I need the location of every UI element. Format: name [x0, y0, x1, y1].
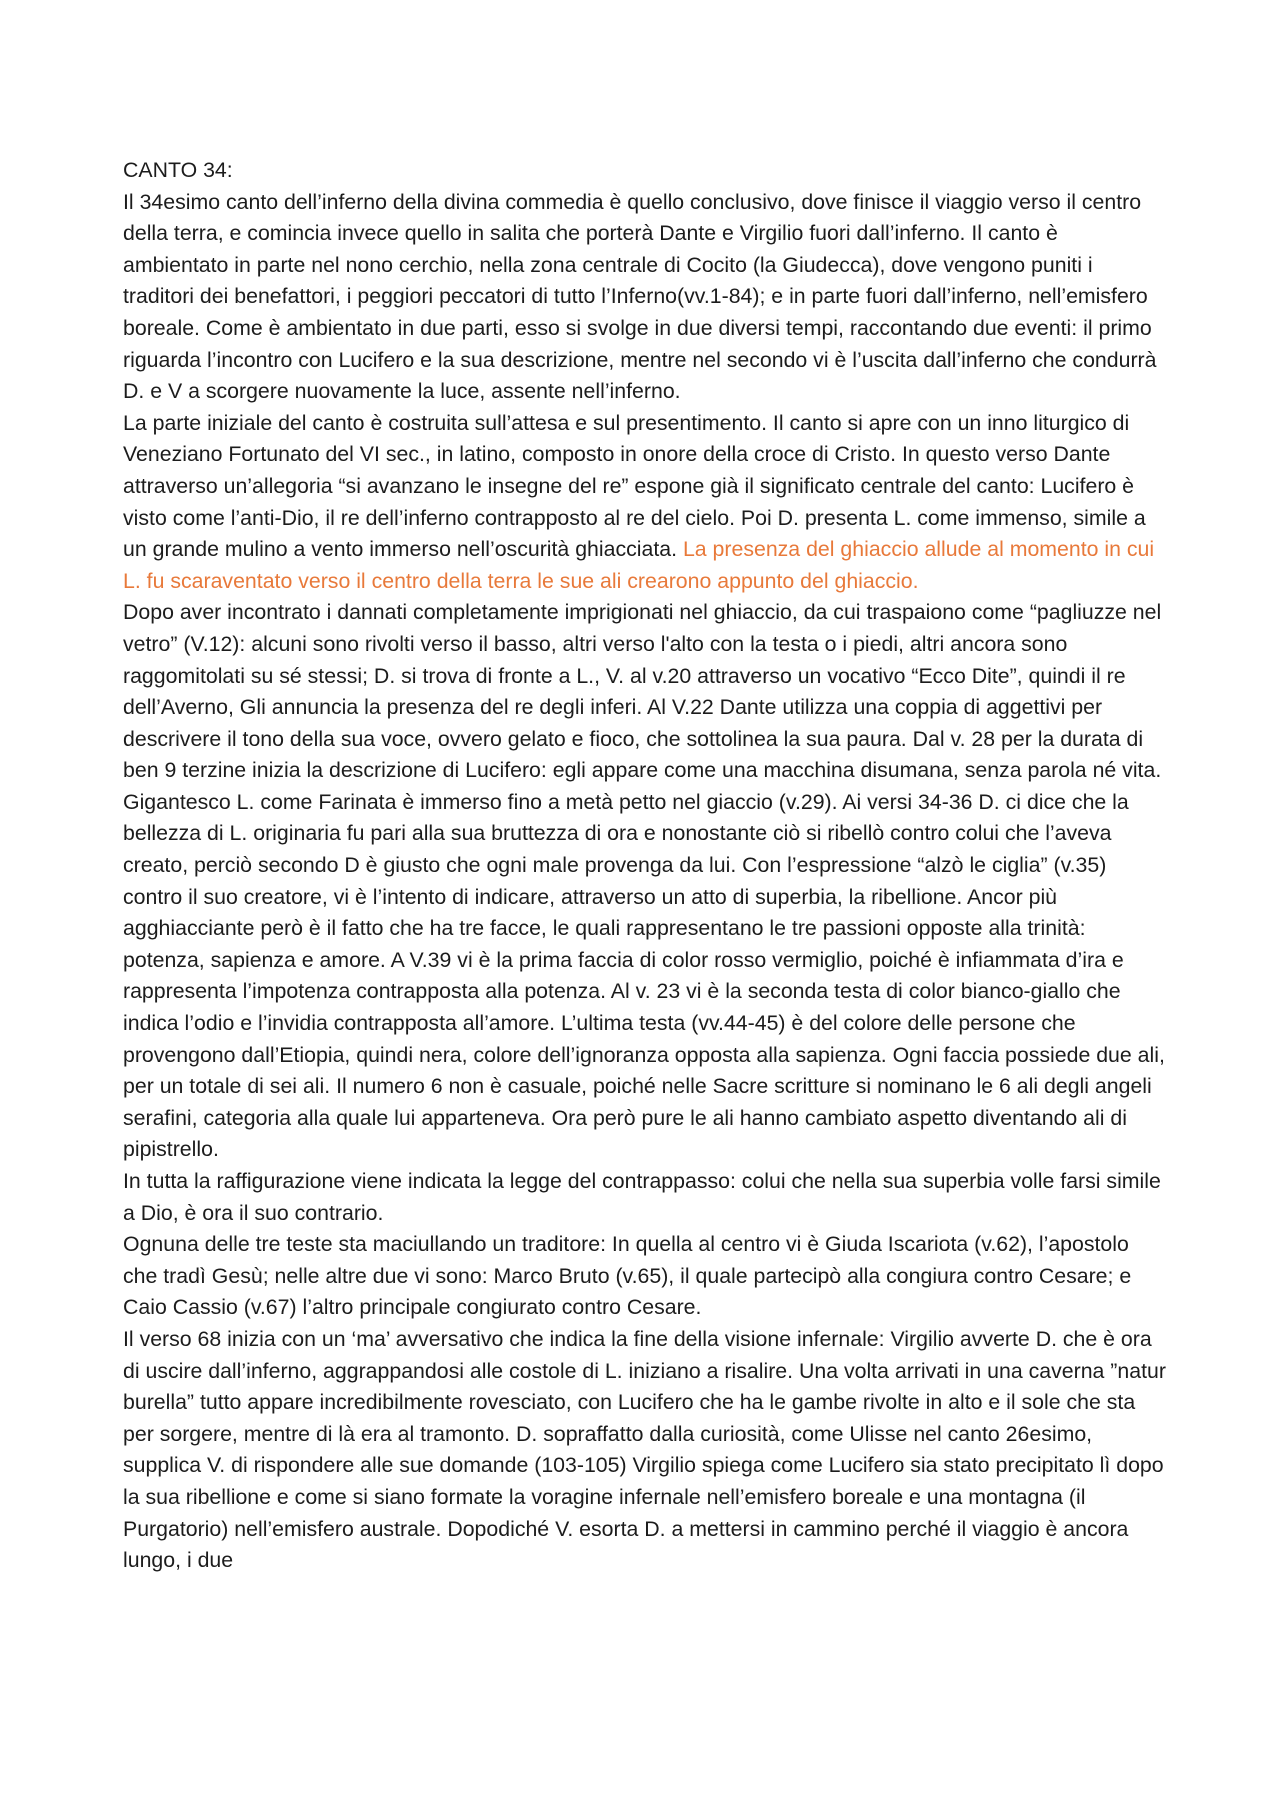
document-body	[123, 155, 1168, 1577]
canto-heading: CANTO 34:	[123, 158, 233, 182]
paragraph-opening	[123, 408, 1168, 598]
paragraph-contrappasso: In tutta la raffigurazione viene indicata la legge del contrappasso: colui che nella sua superbia volle farsi simile a Dio, è ora il suo contrario.	[123, 1169, 1161, 1225]
paragraph-traitors: Ognuna delle tre teste sta maciullando un traditore: In quella al centro vi è Giuda Iscariota (v.62), l’apostolo che tradì Gesù; nelle altre due vi sono: Marco Bruto (v.65), il quale partecipò alla congiura contro Cesare; e Caio Cassio (v.67) l’altro principale congiurato contro Cesare.	[123, 1232, 1132, 1320]
highlighted-sentence: La presenza del ghiaccio allude al momento in cui L. fu scaraventato verso il centro della terra le sue ali crearono appunto del ghiaccio.	[123, 537, 1155, 593]
paragraph-lucifer-description: Dopo aver incontrato i dannati completamente imprigionati nel ghiaccio, da cui traspaiono come “pagliuzze nel vetro” (V.12): alcuni sono rivolti verso il basso, altri verso l'alto con la testa o i piedi, altri ancora sono raggomitolati su sé stessi; D. si trova di fronte a L., V. al v.20 attraverso un vocativo “Ecco Dite”, quindi il re dell’Averno, Gli annuncia la presenza del re degli inferi. Al V.22 Dante utilizza una coppia di aggettivi per descrivere il tono della sua voce, ovvero gelato e fioco, che sottolinea la sua paura. Dal v. 28 per la durata di ben 9 terzine inizia la descrizione di Lucifero: egli appare come una macchina disumana, senza parola né vita. Gigantesco L. come Farinata è immerso fino a metà petto nel giaccio (v.29). Ai versi 34-36 D. ci dice che la bellezza di L. originaria fu pari alla sua bruttezza di ora e nonostante ciò si ribellò contro colui che l’aveva creato, perciò secondo D è giusto che ogni male provenga da lui. Con l’espressione “alzò le ciglia” (v.35) contro il suo creatore, vi è l’intento di indicare, attraverso un atto di superbia, la ribellione. Ancor più agghiacciante però è il fatto che ha tre facce, le quali rappresentano le tre passioni opposte alla trinità: potenza, sapienza e amore. A V.39 vi è la prima faccia di color rosso vermiglio, poiché è infiammata d’ira e rappresenta l’impotenza contrapposta alla potenza. Al v. 23 vi è la seconda testa di color bianco-giallo che indica l’odio e l’invidia contrapposta all’amore. L’ultima testa (vv.44-45) è del colore delle persone che provengono dall’Etiopia, quindi nera, colore dell’ignoranza opposta alla sapienza. Ogni faccia possiede due ali, per un totale di sei ali. Il numero 6 non è casuale, poiché nelle Sacre scritture si nominano le 6 ali degli angeli serafini, categoria alla quale lui apparteneva. Ora però pure le ali hanno cambiato aspetto diventando ali di pipistrello.	[123, 600, 1165, 1162]
paragraph-exit: Il verso 68 inizia con un ‘ma’ avversativo che indica la fine della visione infernale: Virgilio avverte D. che è ora di uscire dall’inferno, aggrappandosi alle costole di L. iniziano a risalire. Una volta arrivati in una caverna ”natur burella” tutto appare incredibilmente rovesciato, con Lucifero che ha le gambe rivolte in alto e il sole che sta per sorgere, mentre di là era al tramonto. D. sopraffatto dalla curiosità, come Ulisse nel canto 26esimo, supplica V. di rispondere alle sue domande (103-105) Virgilio spiega come Lucifero sia stato precipitato lì dopo la sua ribellione e come si siano formate la voragine infernale nell’emisfero boreale e una montagna (il Purgatorio) nell’emisfero australe. Dopodiché V. esorta D. a mettersi in cammino perché il viaggio è ancora lungo, i due	[123, 1326, 1166, 1573]
paragraph-intro: Il 34esimo canto dell’inferno della divina commedia è quello conclusivo, dove finisce il viaggio verso il centro della terra, e comincia invece quello in salita che porterà Dante e Virgilio fuori dall’inferno. Il canto è ambientato in parte nel nono cerchio, nella zona centrale di Cocito (la Giudecca), dove vengono puniti i traditori dei benefattori, i peggiori peccatori di tutto l’Inferno(vv.1-84); e in parte fuori dall’inferno, nell’emisfero boreale. Come è ambientato in due parti, esso si svolge in due diversi tempi, raccontando due eventi: il primo riguarda l’incontro con Lucifero e la sua descrizione, mentre nel secondo vi è l’uscita dall’inferno che condurrà D. e V a scorgere nuovamente la luce, assente nell’inferno.	[123, 189, 1157, 404]
paragraph-opening-text: La parte iniziale del canto è costruita sull’attesa e sul presentimento. Il canto si apre con un inno liturgico di Veneziano Fortunato del VI sec., in latino, composto in onore della croce di Cristo. In questo verso Dante attraverso un’allegoria “si avanzano le insegne del re” espone già il significato centrale del canto: Lucifero è visto come l’anti-Dio, il re dell’inferno contrapposto al re del cielo. Poi D. presenta L. come immenso, simile a un grande mulino a vento immerso nell’oscurità ghiacciata.	[123, 410, 1146, 562]
